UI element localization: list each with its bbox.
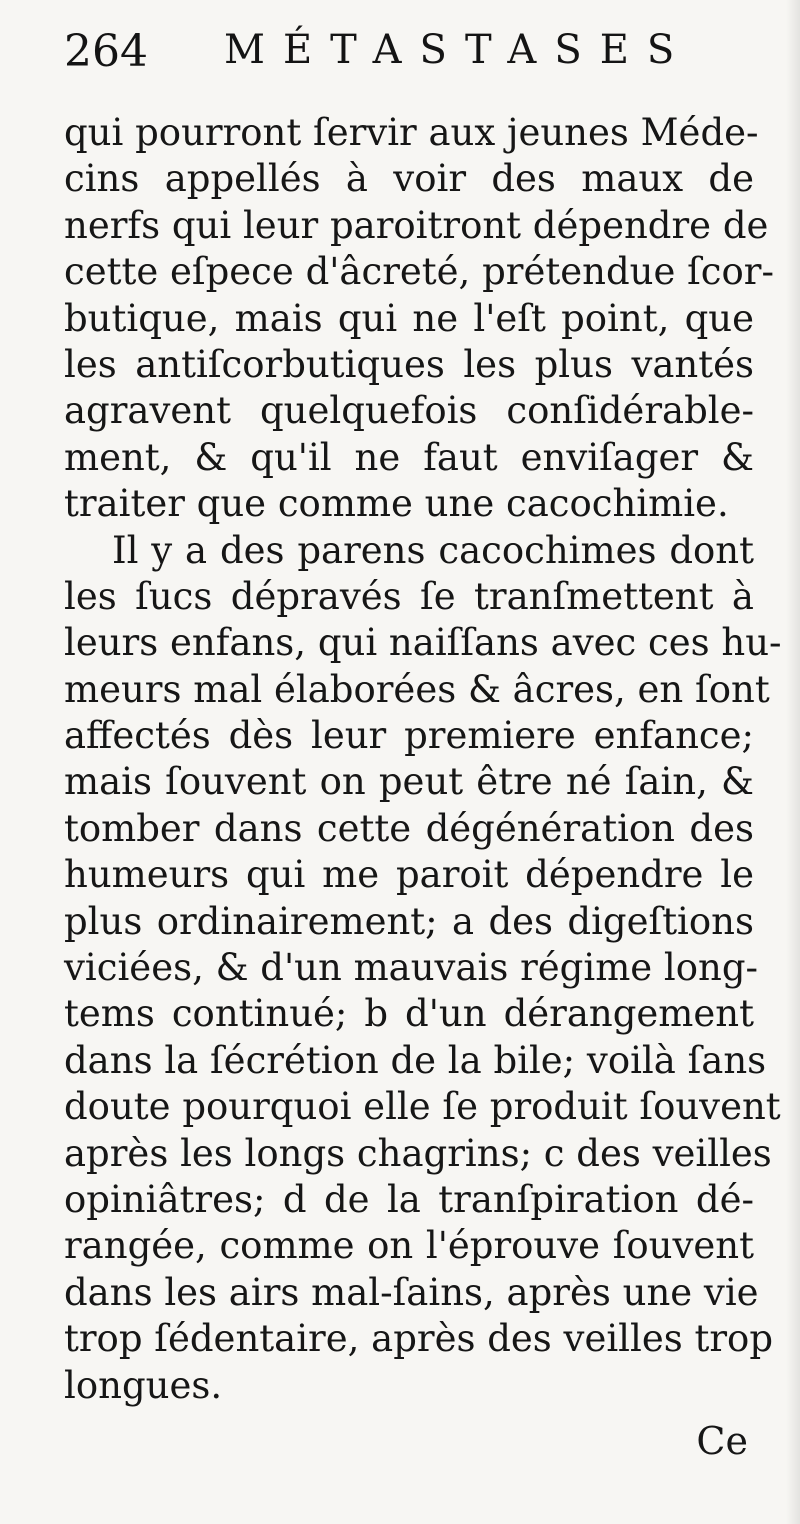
paragraph-2 <box>64 528 782 1409</box>
text-line: traiter que comme une cacochimie. <box>64 482 729 526</box>
text-line: après les longs chagrins; c des veilles <box>64 1131 772 1175</box>
text-line: tems continué; b d'un dérangement <box>64 992 754 1036</box>
text-line: mais ſouvent on peut être né ſain, & <box>64 760 754 804</box>
text-line: dans la ſécrétion de la bile; voilà ſans <box>64 1038 767 1082</box>
text-line: viciées, & d'un mauvais régime long- <box>64 946 759 990</box>
paragraph-1 <box>64 110 774 528</box>
text-line: ment, & qu'il ne faut enviſager & <box>64 435 754 479</box>
text-line: cins appellés à voir des maux de <box>64 157 754 201</box>
text-line: humeurs qui me paroit dépendre le <box>64 853 754 897</box>
text-line: meurs mal élaborées & âcres, en ſont <box>64 667 770 711</box>
text-line: opiniâtres; d de la tranſpiration dé- <box>64 1177 754 1221</box>
text-line: plus ordinairement; a des digeſtions <box>64 899 754 943</box>
text-line: affectés dès leur premiere enfance; <box>64 714 754 758</box>
text-line: leurs enfans, qui naiſſans avec ces hu- <box>64 621 782 665</box>
text-line: nerfs qui leur paroitront dépendre de <box>64 203 769 247</box>
page-header <box>64 24 764 94</box>
text-line: Il y a des parens cacochimes dont <box>112 528 754 572</box>
catchword: Ce <box>696 1419 748 1463</box>
text-line: trop ſédentaire, après des veilles trop <box>64 1317 774 1361</box>
text-line: tomber dans cette dégénération des <box>64 806 754 850</box>
text-line: agravent quelquefois conſidérable- <box>64 389 754 433</box>
page-number: 264 <box>64 26 148 77</box>
running-head: MÉTASTASES <box>224 27 693 73</box>
text-line: longues. <box>64 1363 223 1407</box>
text-line: les antiſcorbutiques les plus vantés <box>64 342 754 386</box>
text-line: cette eſpece d'âcreté, prétendue ſcor- <box>64 250 774 294</box>
text-line: doute pourquoi elle ſe produit ſouvent <box>64 1085 781 1129</box>
text-line: les ſucs dépravés ſe tranſmettent à <box>64 574 754 618</box>
text-line: rangée, comme on l'éprouve ſouvent <box>64 1224 754 1268</box>
scan-edge-shadow <box>786 0 800 1524</box>
text-line: dans les airs mal-ſains, après une vie <box>64 1270 759 1314</box>
text-line: butique, mais qui ne l'eſt point, que <box>64 296 754 340</box>
body-text <box>64 110 782 1409</box>
text-line: qui pourront ſervir aux jeunes Méde- <box>64 111 759 154</box>
